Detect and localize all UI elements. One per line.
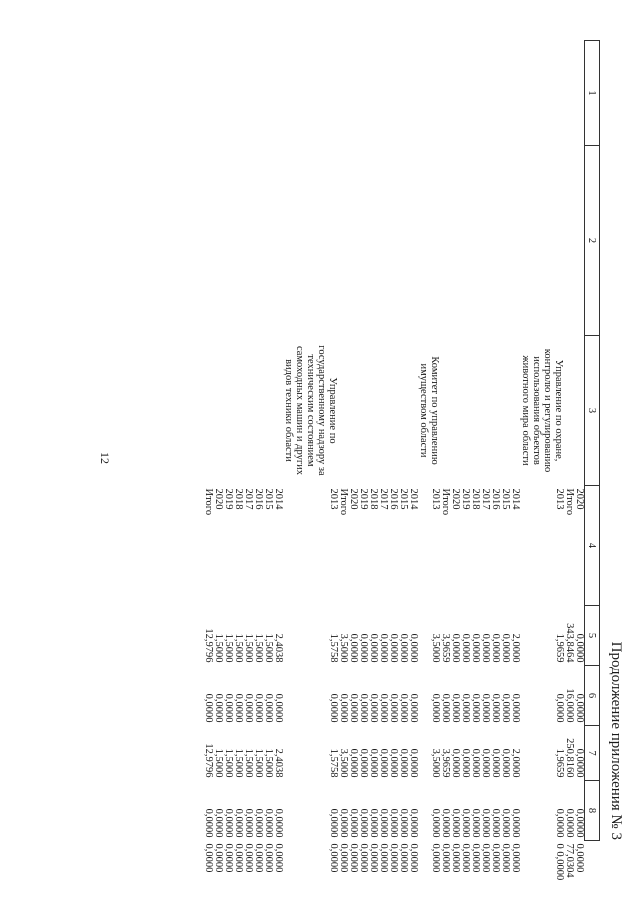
value-cell: 2,0000 [510,633,521,663]
value-cell: 0,0000 [328,808,339,838]
value-cell: 0,0000 [253,808,264,838]
year-cell: 2018 [470,488,481,510]
empty-cell [203,146,213,336]
value-cell: 0,0000 [398,748,409,778]
value-cell: 0,0000 [500,693,511,723]
agency-cell [574,336,585,486]
year-cell: 2015 [263,488,274,510]
value-cell: 0,0000 [460,633,471,663]
empty-cell [460,41,470,146]
agency-cell [450,336,460,486]
rotated-table-page [80,40,624,881]
value-cell: 3,9659 [440,633,451,663]
value-cell: 0,0000 [500,748,511,778]
empty-cell [358,146,368,336]
agency-cell [348,336,358,486]
empty-cell [388,146,398,336]
value-cell: 0,0000 [450,633,461,663]
value-cell: 0,0000 [470,748,481,778]
year-cell: 2020 [348,488,359,510]
value-cell: 0,0000 [378,748,389,778]
value-cell: 1,5000 [243,633,254,663]
empty-cell [564,146,574,336]
table-row: 2015 0,0000 0,0000 0,0000 0,0000 0,0000 [500,41,510,841]
agency-cell [408,336,418,486]
year-cell: 2014 [408,488,419,510]
table-row: 2014 2,0000 0,0000 2,0000 0,0000 0,0000 [510,41,520,841]
value-cell: 0,0000 [273,693,284,723]
empty-cell [203,41,213,146]
year-cell: 2020 [574,488,585,510]
value-cell: 12,9796 [203,628,214,663]
col-header-6: 6 [585,666,600,726]
agency-cell [338,336,348,486]
empty-cell [348,41,358,146]
empty-cell [338,146,348,336]
value-cell: 0,0000 [388,748,399,778]
year-cell: 2013 [430,488,441,510]
value-cell: 1,5000 [263,748,274,778]
year-cell: 2019 [358,488,369,510]
empty-cell [243,146,253,336]
value-cell: 0,0000 [564,808,575,838]
empty-cell [408,41,418,146]
value-cell: 0,0000 [368,808,379,838]
value-cell: 0,0000 [480,808,491,838]
value-cell: 0,0000 [223,693,234,723]
empty-cell [440,146,450,336]
col-header-5: 5 [585,606,600,666]
value-cell: 0,0000 [490,693,501,723]
table-row: Итого 343,8464 16,0000 250,8160 0,0000 77,0304 [564,41,574,841]
empty-cell [253,146,263,336]
year-cell: 2013 [554,488,565,510]
empty-cell [378,41,388,146]
year-cell: 2016 [253,488,264,510]
table-row: 2020 0,0000 0,0000 0,0000 0,0000 0,0000 [450,41,460,841]
value-cell: 0,0000 [243,808,254,838]
value-cell: 0,0000 [490,808,501,838]
empty-cell [418,41,440,146]
value-cell: 3,5000 [430,633,441,663]
empty-cell [273,146,283,336]
value-cell: 0,0000 [450,748,461,778]
value-cell: 0,0000 [388,633,399,663]
value-cell: 0,0000 [378,808,389,838]
table-row: Комитет по управлению имуществом области 2013 3,5000 0,0000 3,5000 0,0000 0,0000 [418,41,440,841]
empty-cell [480,146,490,336]
value-cell: 0,0000 [368,633,379,663]
empty-cell [460,146,470,336]
year-cell: 2018 [368,488,379,510]
empty-cell [574,146,585,336]
value-cell: 0,0000 [203,808,214,838]
year-cell: 2013 [328,488,339,510]
value-cell: 0,0000 [263,693,274,723]
empty-cell [418,146,440,336]
value-cell: 3,5000 [338,748,349,778]
value-cell: 0,0000 [348,808,359,838]
value-cell: 343,8464 [564,623,575,663]
agency-cell [470,336,480,486]
empty-cell [490,41,500,146]
year-cell: Итого [564,488,575,516]
value-cell: 1,5758 [328,633,339,663]
agency-cell [510,336,520,486]
col-header-4: 4 [585,486,600,606]
value-cell: 1,5000 [223,748,234,778]
empty-cell [378,146,388,336]
year-cell: 2017 [480,488,491,510]
year-cell: 2017 [243,488,254,510]
col-header-2: 2 [585,146,600,336]
agency-cell [480,336,490,486]
value-cell: 0,0000 [500,633,511,663]
agency-cell: Управление по государственному надзору за техническим состоянием самоходных машин и других видов техники области [283,345,338,476]
value-cell: 0,0000 [510,808,521,838]
year-cell: Итого [203,488,214,516]
empty-cell [338,41,348,146]
empty-cell [450,41,460,146]
empty-cell [273,41,283,146]
value-cell: 0,0000 [358,748,369,778]
table-row: 2020 1,5000 0,0000 1,5000 0,0000 0,0000 [213,41,223,841]
year-cell: 2016 [388,488,399,510]
value-cell: 0,0000 [348,633,359,663]
value-cell: 0,0000 [470,633,481,663]
value-cell: 0,0000 [253,693,264,723]
table-row: Итого 3,9659 0,0000 3,9659 0,0000 0,0000 [440,41,450,841]
value-cell: 1,5000 [253,633,264,663]
value-cell: 3,9659 [440,748,451,778]
empty-cell [233,146,243,336]
empty-cell [480,41,490,146]
value-cell: 0,0000 [490,748,501,778]
value-cell: 0,0000 [348,693,359,723]
value-cell: 0,0000 [388,808,399,838]
agency-cell [273,336,283,486]
value-cell: 0,0000 [470,693,481,723]
value-cell: 0,0000 [574,633,585,663]
value-cell: 0,0000 [388,693,399,723]
agency-cell [440,336,450,486]
value-cell: 0,0000 [460,748,471,778]
empty-cell [243,41,253,146]
header-row [585,41,600,841]
table-row: 2014 2,4038 0,0000 2,4038 0,0000 0,0000 [273,41,283,841]
agency-cell [253,336,263,486]
agency-cell [213,336,223,486]
value-cell: 2,4038 [273,748,284,778]
empty-cell [564,41,574,146]
value-cell: 12,9796 [203,743,214,778]
value-cell: 0,0000 [574,693,585,723]
value-cell: 1,9659 [554,633,565,663]
value-cell: 0,0000 [368,748,379,778]
year-cell: 2014 [273,488,284,510]
value-cell: 0,0000 [480,748,491,778]
year-cell: 2015 [398,488,409,510]
agency-cell [378,336,388,486]
value-cell: 0,0000 [450,693,461,723]
agency-cell: Комитет по управлению имуществом области [418,356,440,465]
empty-cell [263,146,273,336]
year-cell: 2019 [223,488,234,510]
empty-cell [368,146,378,336]
value-cell: 0,0000 [408,693,419,723]
value-cell: 0,0000 [338,693,349,723]
year-cell: Итого [440,488,451,516]
year-cell: 2015 [500,488,511,510]
appendix-caption: Продолжение приложения № 3 [608,641,624,840]
empty-cell [520,41,564,146]
table-row: Управление по охране, контролю и регулированию использования объектов животного мира области 2013 1,9659 0,0000 1,9659 0,0000 0 0,0000 [520,41,564,841]
agency-cell [203,336,213,486]
agency-cell [233,336,243,486]
value-cell: 0,0000 [368,693,379,723]
value-cell: 1,9659 [554,748,565,778]
value-cell: 0,0000 [460,808,471,838]
agency-cell [223,336,233,486]
year-cell: 2016 [490,488,501,510]
value-cell: 16,0000 [564,688,575,723]
table-row: 2018 1,5000 0,0000 1,5000 0,0000 0,0000 [233,41,243,841]
value-cell: 0,0000 [480,693,491,723]
agency-cell: Управление по охране, контролю и регулированию использования объектов животного мира области [520,348,564,473]
value-cell: 1,5000 [253,748,264,778]
value-cell: 0,0000 [500,808,511,838]
budget-table [203,40,600,881]
value-cell: 0,0000 [470,808,481,838]
value-cell: 0,0000 [554,808,565,838]
agency-cell [460,336,470,486]
value-cell: 0,0000 [460,693,471,723]
year-cell: 2020 [450,488,461,510]
empty-cell [213,146,223,336]
value-cell: 0,0000 [348,748,359,778]
value-cell: 2,4038 [273,633,284,663]
value-cell: 0,0000 [574,808,585,838]
value-cell: 1,5000 [213,633,224,663]
table-body [203,41,586,881]
empty-cell [398,146,408,336]
value-cell: 0,0000 [490,633,501,663]
value-cell: 0,0000 [338,808,349,838]
value-cell: 1,5758 [328,748,339,778]
empty-cell [408,146,418,336]
table-row: 2018 0,0000 0,0000 0,0000 0,0000 0,0000 [368,41,378,841]
table-row: 2015 1,5000 0,0000 1,5000 0,0000 0,0000 [263,41,273,841]
table-row: 2019 1,5000 0,0000 1,5000 0,0000 0,0000 [223,41,233,841]
empty-cell [253,41,263,146]
agency-cell [388,336,398,486]
table-row: 2017 0,0000 0,0000 0,0000 0,0000 0,0000 [378,41,388,841]
value-cell: 0,0000 [480,633,491,663]
agency-cell [564,336,574,486]
value-cell: 0,0000 [408,808,419,838]
table-row: 2015 0,0000 0,0000 0,0000 0,0000 0,0000 [398,41,408,841]
value-cell: 0,0000 [358,693,369,723]
empty-cell [283,146,338,336]
empty-cell [470,146,480,336]
table-row: 2016 0,0000 0,0000 0,0000 0,0000 0,0000 [388,41,398,841]
empty-cell [368,41,378,146]
agency-cell [368,336,378,486]
empty-cell [574,41,585,146]
table-row: Итого 3,5000 0,0000 3,5000 0,0000 0,0000 [338,41,348,841]
value-cell: 1,5000 [213,748,224,778]
value-cell: 0,0000 [203,693,214,723]
value-cell: 0,0000 [233,808,244,838]
empty-cell [470,41,480,146]
year-cell: 2019 [460,488,471,510]
col-header-8: 8 [585,781,600,841]
table-row: 2020 0,0000 0,0000 0,0000 0,0000 0,0000 [574,41,585,841]
value-cell: 0,0000 [378,693,389,723]
value-cell: 1,5000 [233,633,244,663]
agency-cell [500,336,510,486]
empty-cell [490,146,500,336]
value-cell: 0,0000 [554,693,565,723]
empty-cell [388,41,398,146]
value-cell: 0,0000 [213,693,224,723]
value-cell: 0,0000 [398,808,409,838]
year-cell: Итого [338,488,349,516]
value-cell: 0,0000 [243,693,254,723]
value-cell: 1,5000 [233,748,244,778]
value-cell: 3,5000 [338,633,349,663]
value-cell: 250,8160 [564,738,575,778]
table-row: 2016 0,0000 0,0000 0,0000 0,0000 0,0000 [490,41,500,841]
agency-cell [243,336,253,486]
table-row: 2020 0,0000 0,0000 0,0000 0,0000 0,0000 [348,41,358,841]
empty-cell [520,146,564,336]
table-row: 2017 0,0000 0,0000 0,0000 0,0000 0,0000 [480,41,490,841]
value-cell: 0,0000 [440,693,451,723]
value-cell: 0,0000 [450,808,461,838]
empty-cell [510,41,520,146]
value-cell: 1,5000 [243,748,254,778]
table-row: 2017 1,5000 0,0000 1,5000 0,0000 0,0000 [243,41,253,841]
value-cell: 0,0000 [263,808,274,838]
col-header-1: 1 [585,41,600,146]
value-cell: 0,0000 [398,693,409,723]
value-cell: 1,5000 [263,633,274,663]
value-cell: 0,0000 [273,808,284,838]
table-row: Итого 12,9796 0,0000 12,9796 0,0000 0,0000 [203,41,213,841]
value-cell: 0,0000 [574,748,585,778]
col-header-3: 3 [585,336,600,486]
empty-cell [500,146,510,336]
value-cell: 0,0000 [430,808,441,838]
value-cell: 0,0000 [213,808,224,838]
year-cell: 2017 [378,488,389,510]
empty-cell [358,41,368,146]
empty-cell [223,146,233,336]
year-cell: 2014 [510,488,521,510]
page-number: 12 [98,452,112,464]
agency-cell [490,336,500,486]
empty-cell [398,41,408,146]
empty-cell [283,41,338,146]
table-row: 2019 0,0000 0,0000 0,0000 0,0000 0,0000 [460,41,470,841]
empty-cell [500,41,510,146]
empty-cell [348,146,358,336]
value-cell: 3,5000 [430,748,441,778]
table-row: 2019 0,0000 0,0000 0,0000 0,0000 0,0000 [358,41,368,841]
table-row: Управление по государственному надзору за техническим состоянием самоходных машин и других видов техники области 2013 1,5758 0,0000 1,5758 0,0000 0,0000 [283,41,338,841]
value-cell: 0,0000 [223,808,234,838]
year-cell: 2018 [233,488,244,510]
empty-cell [510,146,520,336]
value-cell: 0,0000 [510,693,521,723]
empty-cell [223,41,233,146]
agency-cell [398,336,408,486]
empty-cell [263,41,273,146]
value-cell: 0,0000 [328,693,339,723]
table-row: 2016 1,5000 0,0000 1,5000 0,0000 0,0000 [253,41,263,841]
agency-cell [263,336,273,486]
empty-cell [213,41,223,146]
value-cell: 0,0000 [408,748,419,778]
empty-cell [450,146,460,336]
value-cell: 0,0000 [233,693,244,723]
value-cell: 0,0000 [378,633,389,663]
table-row: 2018 0,0000 0,0000 0,0000 0,0000 0,0000 [470,41,480,841]
value-cell: 0,0000 [358,633,369,663]
table-row: 2014 0,0000 0,0000 0,0000 0,0000 0,0000 [408,41,418,841]
value-cell: 0,0000 [430,693,441,723]
value-cell: 0,0000 [440,808,451,838]
value-cell: 1,5000 [223,633,234,663]
empty-cell [233,41,243,146]
agency-cell [358,336,368,486]
year-cell: 2020 [213,488,224,510]
empty-cell [440,41,450,146]
value-cell: 2,0000 [510,748,521,778]
value-cell: 0,0000 [408,633,419,663]
value-cell: 0,0000 [358,808,369,838]
value-cell: 0,0000 [398,633,409,663]
col-header-7: 7 [585,726,600,781]
